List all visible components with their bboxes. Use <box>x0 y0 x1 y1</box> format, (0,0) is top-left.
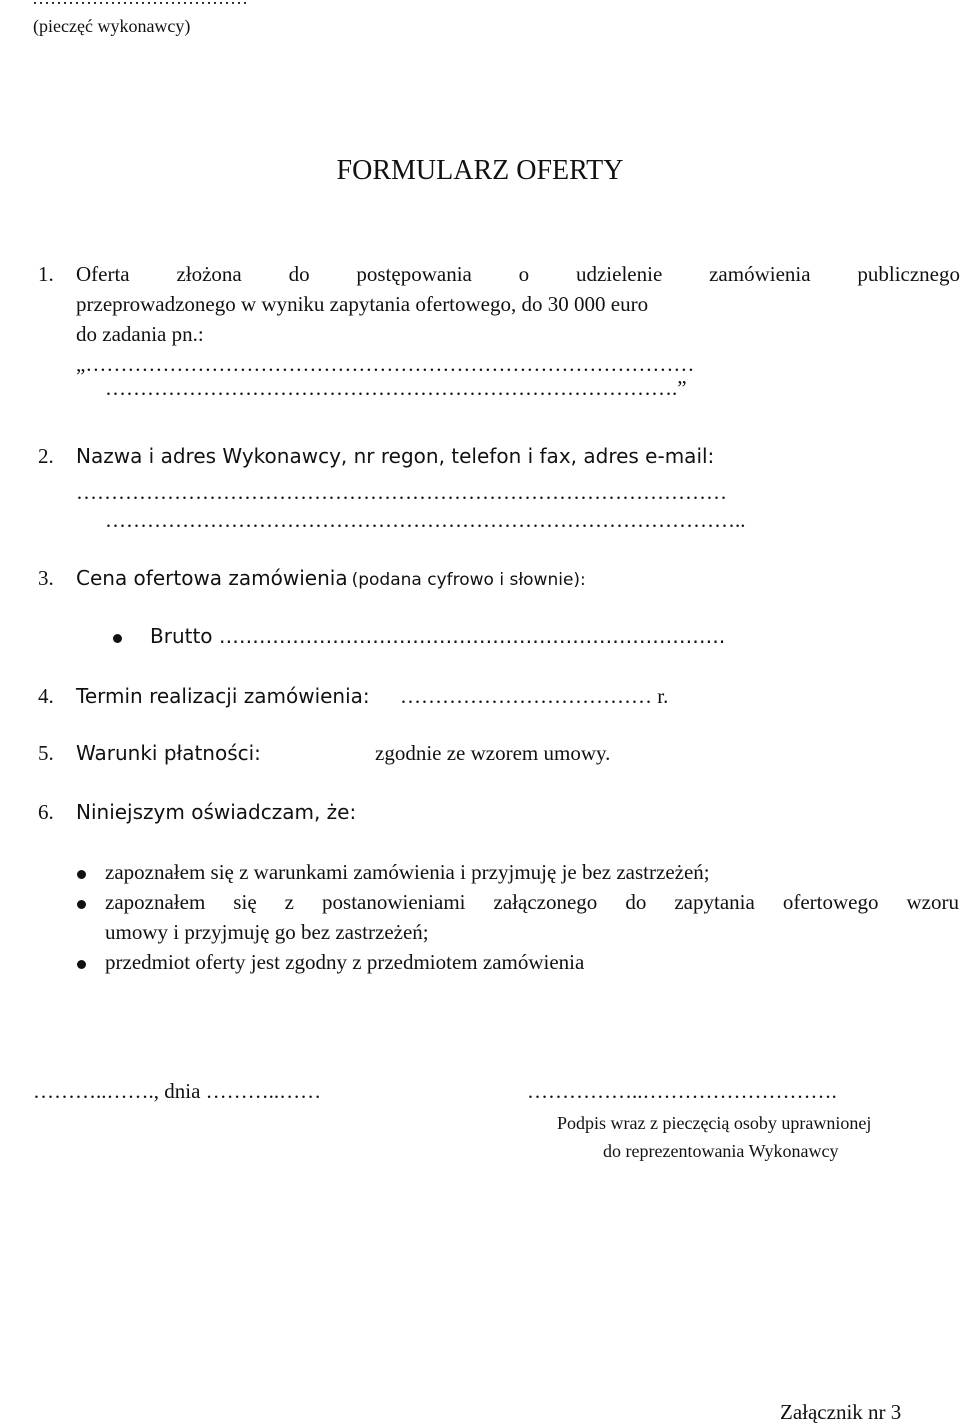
item-3-heading <box>76 566 586 590</box>
signature-field[interactable]: ……………..………………………. <box>527 1079 837 1103</box>
item-2-fill1[interactable]: ………………………………………………………………………………… <box>76 480 727 504</box>
bullet-icon <box>113 634 122 643</box>
statement-3: przedmiot oferty jest zgodny z przedmiotem zamówienia <box>105 950 585 974</box>
item-2-number: 2. <box>38 444 54 468</box>
bullet-icon <box>77 900 86 909</box>
item-1-fill1[interactable]: „…………………………………………………………………………… <box>76 352 695 376</box>
item-6-label: Niniejszym oświadczam, że: <box>76 800 357 824</box>
brutto-field[interactable]: Brutto …………………………………………………………………. <box>150 624 726 648</box>
stamp-label: (pieczęć wykonawcy) <box>33 16 191 36</box>
item-2-fill2[interactable]: ……………………………………………………………………………….. <box>105 508 746 532</box>
item-3-number: 3. <box>38 566 54 590</box>
signature-caption-line2: do reprezentowania Wykonawcy <box>603 1141 839 1161</box>
item-1-fill2[interactable]: ……………………………………………………………………….” <box>105 376 687 400</box>
page-title: FORMULARZ OFERTY <box>336 155 624 186</box>
header-dots <box>32 0 248 9</box>
item-5-value: zgodnie ze wzorem umowy. <box>375 741 611 765</box>
signature-caption-line1: Podpis wraz z pieczęcią osoby uprawnionej <box>557 1113 872 1133</box>
item-1-number: 1. <box>38 262 54 286</box>
item-3-note: (podana cyfrowo i słownie): <box>351 570 586 590</box>
item-6-number: 6. <box>38 800 54 824</box>
item-4-number: 4. <box>38 684 54 708</box>
item-4-label: Termin realizacji zamówienia: <box>76 684 370 708</box>
statement-2-line2: umowy i przyjmuję go bez zastrzeżeń; <box>105 920 429 944</box>
item-1-line2: przeprowadzonego w wyniku zapytania ofertowego, do 30 000 euro <box>76 292 649 316</box>
item-5-label: Warunki płatności: <box>76 741 261 765</box>
statement-2-line1: zapoznałem się z postanowieniami załączonego do zapytania ofertowego wzoru <box>105 890 959 914</box>
item-4-fill[interactable]: ……………………………… r. <box>400 684 669 708</box>
item-2-label: Nazwa i adres Wykonawcy, nr regon, telefon i fax, adres e-mail: <box>76 444 715 468</box>
attachment-label: Załącznik nr 3 <box>780 1400 902 1424</box>
item-1-line1: Oferta złożona do postępowania o udzielenie zamówienia publicznego <box>76 262 960 286</box>
item-1-line3: do zadania pn.: <box>76 322 204 346</box>
statement-1: zapoznałem się z warunkami zamówienia i przyjmuję je bez zastrzeżeń; <box>105 860 710 884</box>
place-date-field[interactable]: ………..……., dnia ………..…… <box>33 1079 322 1103</box>
item-3-label: Cena ofertowa zamówienia <box>76 566 348 590</box>
bullet-icon <box>77 870 86 879</box>
bullet-icon <box>77 960 86 969</box>
item-5-number: 5. <box>38 741 54 765</box>
